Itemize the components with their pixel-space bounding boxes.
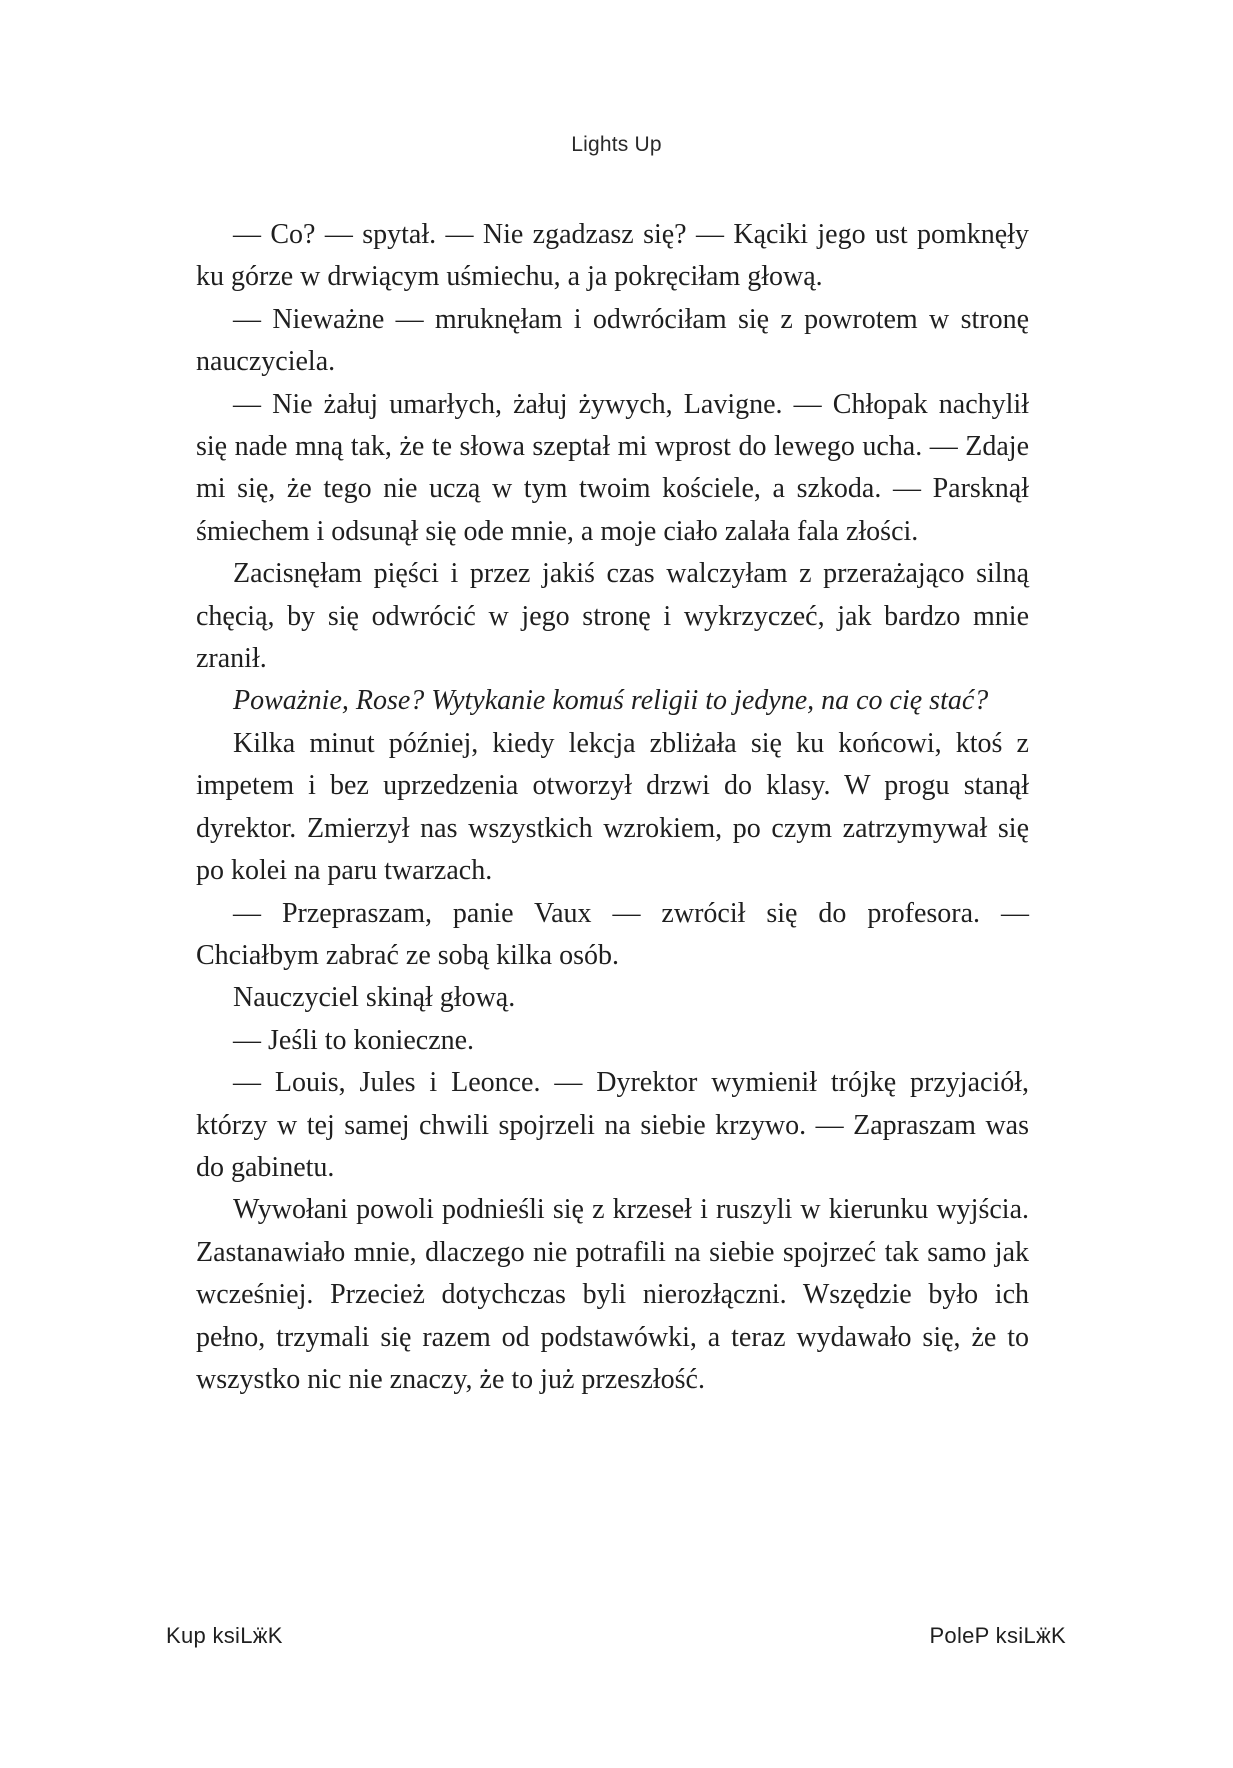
paragraph: Zacisnęłam pięści i przez jakiś czas walczyłam z przerażająco silną chęcią, by się odwrócić w jego stronę i wykrzyczeć, jak bardzo mnie zranił. [196, 558, 1029, 675]
recommend-book-link[interactable]: PoleP ksiLӝK [929, 1623, 1066, 1648]
paragraph: — Jeśli to konieczne. [233, 1024, 475, 1056]
paragraph: Wywołani powoli podnieśli się z krzeseł i ruszyli w kierunku wyjścia. Zastanawiało mnie, dlaczego nie potrafili na siebie spojrzeć tak samo jak wcześniej. Przecież dotychczas byli nierozłączni. Wszędzie było ich pełno, trzymali się razem od podstawówki, a teraz wydawało się, że to wszystko nic nie znaczy, że to już przeszłość. [196, 1194, 1029, 1395]
paragraph: — Nieważne — mruknęłam i odwróciłam się z powrotem w stronę nauczyciela. [196, 303, 1029, 378]
paragraph: — Przepraszam, panie Vaux — zwrócił się do profesora. — Chciałbym zabrać ze sobą kilka osób. [196, 897, 1029, 971]
running-header-title: Lights Up [571, 133, 662, 156]
paragraph: — Louis, Jules i Leonce. — Dyrektor wymienił trójkę przyjaciół, którzy w tej samej chwili spojrzeli na siebie krzywo. — Zapraszam was do gabinetu. [196, 1067, 1029, 1183]
paragraph: — Nie żałuj umarłych, żałuj żywych, Lavigne. — Chłopak nachylił się nade mną tak, że te słowa szeptał mi wprost do lewego ucha. — Zdaje mi się, że tego nie uczą w tym twoim kościele, a szkoda. — Parsknął śmiechem i odsunął się ode mnie, a moje ciało zalała fala złości. [196, 388, 1029, 547]
paragraph: — Co? — spytał. — Nie zgadzasz się? — Kąciki jego ust pomknęły ku górze w drwiącym uśmiechu, a ja pokręciłam głową. [196, 219, 1029, 293]
italic-thought-paragraph: Poważnie, Rose? Wytykanie komuś religii to jedyne, na co cię stać? [233, 685, 989, 717]
paragraph: Nauczyciel skinął głową. [233, 982, 516, 1014]
buy-book-link[interactable]: Kup ksiLӝK [166, 1623, 283, 1648]
paragraph: Kilka minut później, kiedy lekcja zbliżała się ku końcowi, ktoś z impetem i bez uprzedzenia otworzył drzwi do klasy. W progu stanął dyrektor. Zmierzył nas wszystkich wzrokiem, po czym zatrzymywał się po kolei na paru twarzach. [196, 727, 1029, 887]
chapter-body-text [196, 214, 1029, 1401]
